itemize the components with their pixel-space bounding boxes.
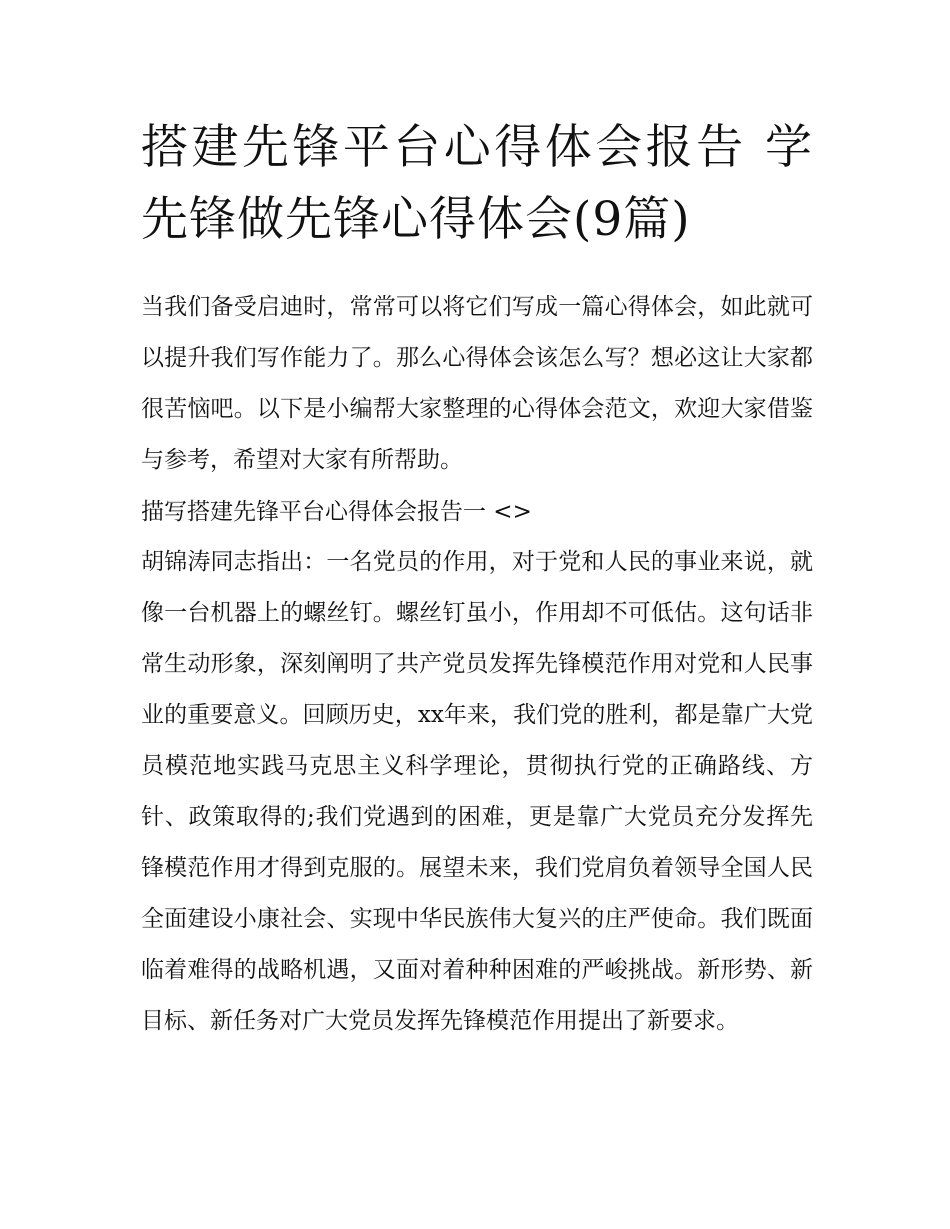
intro-paragraph: 当我们备受启迪时，常常可以将它们写成一篇心得体会，如此就可以提升我们写作能力了。那么心得体会该怎么写？想必这让大家都很苦恼吧。以下是小编帮大家整理的心得体会范文，欢迎大家借鉴与参考，希望对大家有所帮助。 <box>141 294 813 473</box>
section-body-paragraph: 胡锦涛同志指出：一名党员的作用，对于党和人民的事业来说，就像一台机器上的螺丝钉。螺丝钉虽小，作用却不可低估。这句话非常生动形象，深刻阐明了共产党员发挥先锋模范作用对党和人民事业的重要意义。回顾历史，xx年来，我们党的胜利，都是靠广大党员模范地实践马克思主义科学理论，贯彻执行党的正确路线、方针、政策取得的;我们党遇到的困难，更是靠广大党员充分发挥先锋模范作用才得到克服的。展望未来，我们党肩负着领导全国人民全面建设小康社会、实现中华民族伟大复兴的庄严使命。我们既面临着难得的战略机遇，又面对着种种困难的严峻挑战。新形势、新目标、新任务对广大党员发挥先锋模范作用提出了新要求。 <box>141 549 813 1034</box>
document-page <box>141 112 813 1047</box>
document-title: 搭建先锋平台心得体会报告 学先锋做先锋心得体会(9篇) <box>141 120 813 247</box>
section-heading: 描写搭建先锋平台心得体会报告一 <> <box>141 499 532 525</box>
